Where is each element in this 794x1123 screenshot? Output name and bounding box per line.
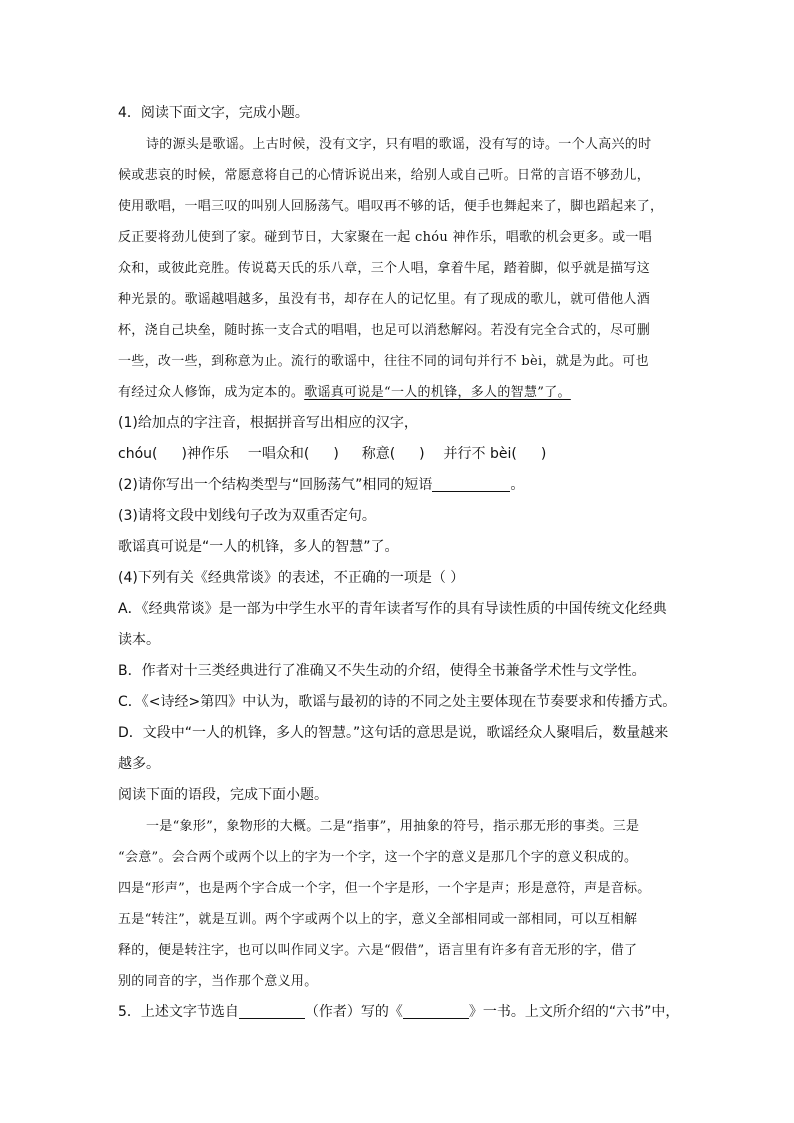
option-a-cont: 读本。: [118, 632, 160, 648]
sub-question-3: (3)请将文段中划线句子改为双重否定句。: [118, 508, 376, 524]
sub-question-3-sentence: 歌谣真可说是“一人的机锋，多人的智慧”了。: [118, 539, 399, 555]
sub-question-2: [118, 470, 688, 501]
option-b: B．作者对十三类经典进行了准确又不失生动的介绍，使得全书兼备学术性与文学性。: [118, 663, 646, 679]
sub-question-4: (4)下列有关《经典常谈》的表述，不正确的一项是（ ）: [118, 570, 465, 586]
passage-line: 种光景的。歌谣越唱越多，虽没有书，却存在人的记忆里。有了现成的歌儿，就可借他人酒: [118, 292, 651, 307]
char-item-2: 一唱众和(: [247, 446, 310, 462]
answer-blank-4-close: ): [540, 446, 547, 462]
section-2-passage: [118, 811, 688, 997]
question-5-part2: （作者）写的《: [304, 1004, 403, 1020]
underlined-sentence: 歌谣真可说是“一人的机锋，多人的智慧”了。: [304, 385, 571, 400]
passage-line: 五是“转注”，就是互训。两个字或两个以上的字，意义全部相同或一部相同，可以互相解: [118, 912, 638, 927]
passage-line: 一些，改一些，到称意为止。流行的歌谣中，往往不同的词句并行不 bèi，就是为此。可也: [118, 354, 649, 369]
passage-line: “会意”。会合两个或两个以上的字为一个字，这一个字的意义是那几个字的意义积成的。: [118, 850, 638, 865]
sub-question-1-items: [118, 439, 688, 470]
passage-line: 众和，或彼此竞胜。传说葛天氏的乐八章，三个人唱，拿着牛尾，踏着脚，似乎就是描写这: [118, 261, 651, 276]
question-5: [118, 997, 688, 1028]
passage-line: 释的，便是转注字，也可以叫作同义字。六是“假借”，语言里有许多有音无形的字，借了: [118, 943, 638, 958]
pinyin-item-4: 并行不 bèi(: [443, 446, 517, 462]
passage-line: 杯，浇自己块垒，随时拣一支合式的唱唱，也足可以消愁解闷。若没有完全合式的，尽可删: [118, 323, 651, 338]
option-d: D．文段中“一人的机锋，多人的智慧。”这句话的意思是说，歌谣经众人聚唱后，数量越来: [118, 725, 669, 741]
answer-blank-1-close: )神作乐: [181, 446, 229, 462]
option-c: C．《<诗经>第四》中认为，歌谣与最初的诗的不同之处主要体现在节奏要求和传播方式。: [118, 694, 677, 710]
passage-line: 一是“象形”，象物形的大概。二是“指事”，用抽象的符号，指示那无形的事类。三是: [146, 819, 640, 834]
sub-question-2-text: (2)请你写出一个结构类型与“回肠荡气”相同的短语: [118, 477, 433, 493]
passage-line: 诗的源头是歌谣。上古时候，没有文字，只有唱的歌谣，没有写的诗。一个人高兴的时: [146, 137, 652, 152]
sub-question-1: (1)给加点的字注音，根据拼音写出相应的汉字，: [118, 415, 418, 431]
page-content: [118, 98, 688, 1028]
author-blank: [239, 1002, 305, 1019]
answer-blank-2-close: ): [333, 446, 339, 462]
section-2-intro: 阅读下面的语段，完成下面小题。: [118, 787, 328, 803]
passage-line: 四是“形声”，也是两个字合成一个字，但一个字是形，一个字是声；形是意符，声是音标。: [118, 881, 651, 896]
sub-question-2-end: 。: [510, 477, 525, 493]
passage-line-last: [118, 377, 688, 408]
pinyin-item-1: chóu(: [118, 446, 158, 462]
question-5-part1: 5．上述文字节选自: [118, 1004, 239, 1020]
question-5-part3: 》一书。上文所介绍的“六书”中，: [468, 1004, 680, 1020]
question-4-title: 4．阅读下面文字，完成小题。: [118, 105, 309, 121]
char-item-3: 称意(: [361, 446, 396, 462]
option-a: A．《经典常谈》是一部为中学生水平的青年读者写作的具有导读性质的中国传统文化经典: [118, 601, 667, 617]
option-d-cont: 越多。: [118, 756, 160, 772]
book-blank: [403, 1002, 469, 1019]
passage-last-prefix: 有经过众人修饰，成为定本的。: [118, 385, 305, 400]
passage-line: 候或悲哀的时候，常愿意将自己的心情诉说出来，给别人或自己听。日常的言语不够劲儿，: [118, 168, 651, 183]
answer-blank-3-close: ): [419, 446, 425, 462]
passage-line: 反正要将劲儿使到了家。碰到节日，大家聚在一起 chóu 神作乐，唱歌的机会更多。或一唱: [118, 230, 653, 245]
answer-blank: [432, 475, 510, 492]
passage-line: 别的同音的字，当作那个意义用。: [118, 974, 318, 989]
question-4-passage: [118, 129, 688, 408]
passage-line: 使用歌唱，一唱三叹的叫别人回肠荡气。唱叹再不够的话，便手也舞起来了，脚也蹈起来了，: [118, 199, 664, 214]
